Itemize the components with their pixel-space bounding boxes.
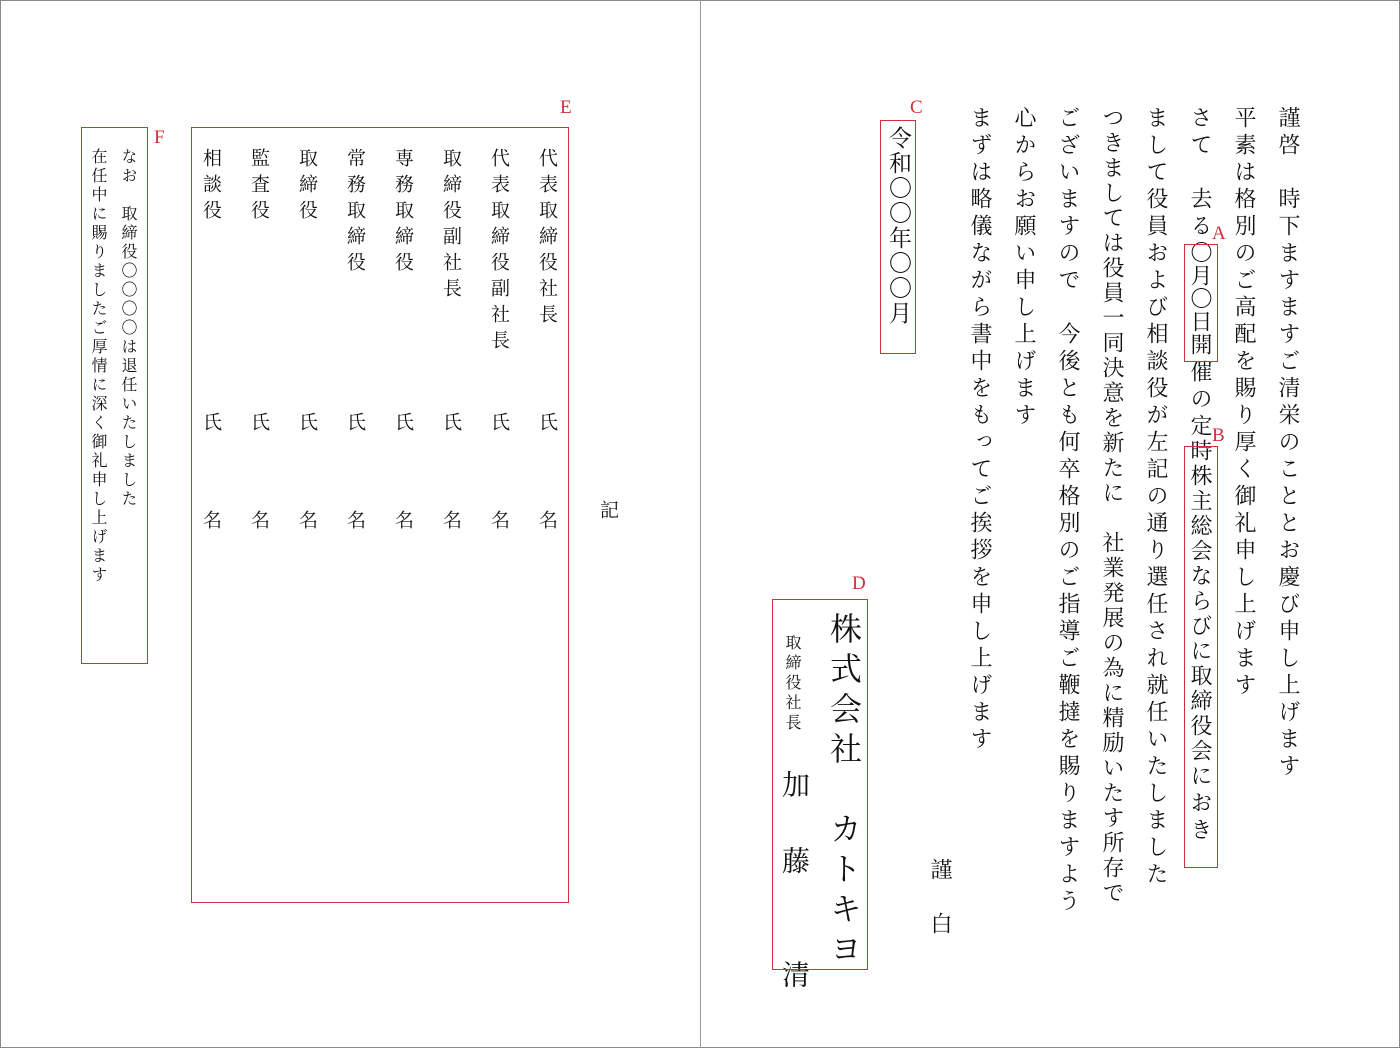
- letter-line-2: 平素は格別のご高配を賜り厚く御礼申し上げます: [1231, 106, 1256, 700]
- meeting-nioki: におき: [1187, 764, 1212, 845]
- marker-label-c: C: [910, 97, 923, 118]
- marker-box-d: [772, 599, 868, 970]
- officer-title-1: 代表取締役社長: [536, 148, 558, 330]
- closing-kinhaku: 謹 白: [927, 858, 952, 939]
- sender-name: 加 藤 清: [778, 770, 811, 998]
- marker-label-b: B: [1212, 425, 1225, 446]
- officer-title-4: 専務取締役: [392, 148, 414, 278]
- officer-name-5: 氏 名: [344, 412, 366, 559]
- marker-box-a: [1184, 244, 1218, 362]
- officer-name-1: 氏 名: [536, 412, 558, 559]
- page-divider: [700, 0, 701, 1048]
- officer-name-7: 氏 名: [248, 412, 270, 559]
- officer-title-5: 常務取締役: [344, 148, 366, 278]
- officer-title-7: 監査役: [248, 148, 270, 226]
- officer-name-8: 氏 名: [200, 412, 222, 559]
- note-line-1: なお 取締役〇〇〇〇は退任いたしました: [119, 148, 138, 509]
- officer-title-3: 取締役副社長: [440, 148, 462, 304]
- sender-title: 取締役社長: [783, 634, 802, 734]
- letter-line-6: ございますので 今後とも何卒格別のご指導ご鞭撻を賜りますよう: [1055, 106, 1080, 916]
- officer-name-4: 氏 名: [392, 412, 414, 559]
- letter-line-4: まして役員および相談役が左記の通り選任され就任いたしました: [1143, 106, 1168, 889]
- officer-name-6: 氏 名: [296, 412, 318, 559]
- letter-line-5: つきましては役員一同決意を新たに 社業発展の為に精励いたす所存で: [1099, 106, 1124, 906]
- marker-box-b: [1184, 446, 1218, 868]
- marker-label-d: D: [852, 573, 866, 594]
- meeting-kaisai: 開催の: [1187, 333, 1212, 414]
- letter-line-7: 心からお願い申し上げます: [1011, 106, 1036, 430]
- letter-line-3-lead: さて 去る: [1187, 106, 1212, 241]
- marker-label-f: F: [154, 127, 165, 148]
- marker-box-c: [880, 120, 916, 354]
- meeting-name: 定時株主総会ならびに取締役会: [1187, 414, 1212, 764]
- issue-date: 令和〇〇年〇〇月: [885, 126, 911, 326]
- officer-name-2: 氏 名: [488, 412, 510, 559]
- note-line-2: 在任中に賜りましたご厚情に深く御礼申し上げます: [89, 148, 108, 585]
- sender-company: 株式会社 カトキヨ: [825, 612, 863, 972]
- officer-title-8: 相談役: [200, 148, 222, 226]
- letter-line-8: まずは略儀ながら書中をもってご挨拶を申し上げます: [967, 106, 992, 754]
- letter-line-1: 謹啓 時下ますますご清栄のこととお慶び申し上げます: [1275, 106, 1300, 781]
- marker-label-a: A: [1212, 223, 1226, 244]
- officer-title-6: 取締役: [296, 148, 318, 226]
- officer-name-3: 氏 名: [440, 412, 462, 559]
- ki-heading: 記: [597, 500, 619, 526]
- officer-title-2: 代表取締役副社長: [488, 148, 510, 356]
- meeting-date: 〇月〇日: [1187, 241, 1212, 333]
- marker-label-e: E: [560, 97, 572, 118]
